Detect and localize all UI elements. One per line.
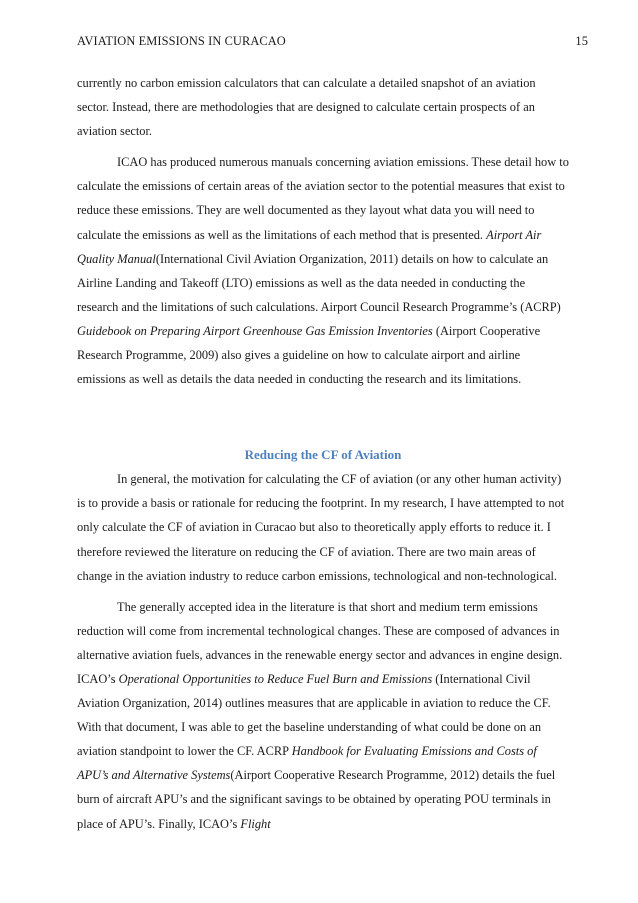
section-heading: Reducing the CF of Aviation [244, 447, 402, 463]
paragraph-4 [77, 595, 569, 836]
paragraph-4-italic-2: Handbook for Evaluating Emissions and Costs of APU’s and Alternative Systems [77, 744, 537, 783]
paragraph-4-text-1: The generally accepted idea in the literature is that short and medium term emissions reduction will come from incremental technological changes. These are composed of advances in alternative aviation fuels, advances in the renewable energy sector and advances in engine design. ICAO’s [77, 599, 563, 686]
paragraph-2-italic-2: Guidebook on Preparing Airport Greenhouse Gas Emission Inventories [77, 323, 433, 338]
page-number: 15 [575, 34, 588, 48]
header-title: AVIATION EMISSIONS IN CURACAO [77, 34, 286, 48]
running-header [77, 34, 588, 49]
paragraph-2-text-1: ICAO has produced numerous manuals concerning aviation emissions. These detail how to calculate the emissions of certain areas of the aviation sector to the potential measures that exist to reduce these emissions. They are well documented as they layout what data you will need to calculate the emissions as well as the limitations of each method that is presented. [77, 155, 569, 242]
paragraph-4-text-3: (Airport Cooperative Research Programme, 2012) details the fuel burn of aircraft APU’s and the significant savings to be obtained by operating POU terminals in place of APU’s. Finally, ICAO’s [77, 768, 556, 831]
paragraph-2-text-3: (Airport Cooperative Research Programme, 2009) also gives a guideline on how to calculate airport and airline emissions as well as details the data needed in conducting the research and its limitations. [77, 323, 541, 387]
paragraph-2-text-2: (International Civil Aviation Organization, 2011) details on how to calculate an Airline Landing and Takeoff (LTO) emissions as well as the data needed in conducting the research and the limitations of such calculations. Airport Council Research Programme’s (ACRP) [77, 251, 561, 314]
paragraph-4-italic-3: Flight [240, 816, 271, 831]
paragraph-2 [77, 150, 569, 391]
paragraph-1: currently no carbon emission calculators that can calculate a detailed snapshot of an aviation sector. Instead, there are methodologies that are designed to calculate certain prospects of an aviation sector. [77, 76, 536, 139]
paragraph-4-text-2: (International Civil Aviation Organization, 2014) outlines measures that are applicable in aviation to reduce the CF. With that document, I was able to get the baseline understanding of what could be done on an aviation standpoint to lower the CF. ACRP [77, 671, 551, 759]
paragraph-2-italic-1: Airport Air Quality Manual [77, 227, 542, 266]
paragraph-3: In general, the motivation for calculating the CF of aviation (or any other human activity) is to provide a basis or rationale for reducing the footprint. In my research, I have attempted to not only calculate the CF of aviation in Curacao but also to theoretically apply efforts to reduce it. I therefore reviewed the literature on reducing the CF of aviation. There are two main areas of change in the aviation industry to reduce carbon emissions, technological and non-technological. [77, 472, 565, 583]
body-text [77, 71, 569, 836]
paragraph-4-italic-1: Operational Opportunities to Reduce Fuel Burn and Emissions [118, 671, 433, 686]
